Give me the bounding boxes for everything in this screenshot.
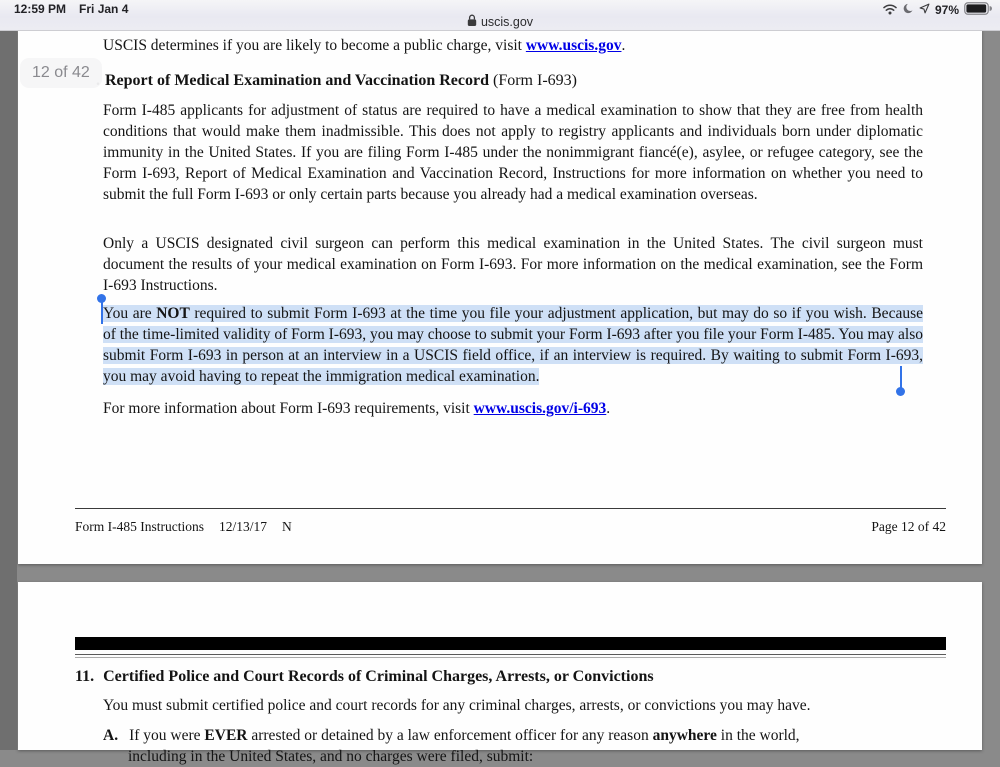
section-heading-form-i693: [96, 70, 577, 91]
footer-edition: N: [282, 519, 292, 534]
page-left-shadow: [0, 30, 17, 750]
status-time: 12:59 PM: [14, 2, 67, 16]
paragraph-2: Only a USCIS designated civil surgeon can perform this medical examination in the United States. The civil surgeon must document the results of your medical examination on Form I-693. For more information on the medical examination, see the Form I-693 Instructions.: [103, 235, 923, 294]
uscis-gov-link[interactable]: www.uscis.gov: [525, 37, 622, 54]
address-bar[interactable]: [0, 13, 1000, 30]
intro-text: USCIS determines if you are likely to become a public charge, visit: [103, 37, 526, 54]
more-info-text: For more information about Form I-693 requirements, visit: [103, 400, 474, 417]
page-indicator-label: 12 of 42: [32, 64, 90, 81]
selected-pre: You are: [103, 305, 157, 322]
item-a-letter: A.: [103, 727, 119, 744]
safari-toolbar[interactable]: [0, 0, 1000, 31]
item-a-clipped-line: including in the United States, and no charges were filed, submit:: [128, 748, 534, 765]
intro-line: [103, 35, 923, 56]
footer-form-name: Form I-485 Instructions: [75, 519, 204, 534]
heading-normal-text: (Form I-693): [489, 72, 577, 89]
battery-percent-label: 97%: [934, 3, 959, 17]
item-a-pre: If you were: [129, 727, 205, 744]
paragraph-police-records: You must submit certified police and court records for any criminal charges, arrests, or convictions you may have.: [103, 697, 811, 714]
pdf-page-13: [18, 582, 982, 765]
section-divider-line: [75, 654, 946, 658]
more-info-after: .: [606, 400, 611, 417]
item-a-bold-ever: EVER: [204, 727, 248, 744]
page-indicator-pill: [20, 58, 102, 88]
selected-text[interactable]: [103, 303, 923, 387]
paragraph-1: Form I-485 applicants for adjustment of status are required to have a medical examination to show that they are free from health conditions that would make them inadmissible. This does not apply to registry applicants and individuals born under diplomatic immunity in the United States. If you are filing Form I-485 under the nonimmigrant fiancé(e), asylee, or refugee category, see the Form I-693, Report of Medical Examination and Vaccination Record, Instructions for more information on whether you need to submit the full Form I-693 or only certain parts because you already had a medical examination overseas.: [103, 102, 923, 203]
selection-start-caret[interactable]: [101, 302, 103, 324]
page-footer: [75, 516, 946, 537]
footer-left: [75, 516, 307, 537]
heading-bold-text: Report of Medical Examination and Vaccination Record: [105, 72, 489, 89]
item-a-line: [103, 725, 923, 746]
heading-11-number: 11.: [75, 668, 95, 685]
more-info-line: [103, 398, 923, 419]
item-a-mid: arrested or detained by a law enforcement officer for any reason: [247, 727, 653, 744]
selection-end-handle[interactable]: [896, 387, 905, 396]
uscis-gov-i693-link[interactable]: www.uscis.gov/i-693: [473, 400, 607, 417]
item-a-post: in the world,: [716, 727, 800, 744]
footer-date: 12/13/17: [219, 519, 268, 534]
section-heading-11: [75, 666, 654, 687]
address-bar-domain[interactable]: uscis.gov: [480, 14, 534, 29]
heading-11-title: Certified Police and Court Records of Criminal Charges, Arrests, or Convictions: [103, 668, 654, 685]
intro-after: .: [621, 37, 626, 54]
selection-end-caret[interactable]: [900, 366, 902, 388]
pdf-page-12: [18, 30, 982, 564]
selected-post: required to submit Form I-693 at the time you file your adjustment application, but may do so if you wish. Because of the time-limited validity of Form I-693, you may choose to submit your Form I-693 after you file your Form I-485. You may also submit Form I-693 in person at an interview in a USCIS field office, if an interview is required. By waiting to submit Form I-693, you may avoid having to repeat the immigration medical examination.: [103, 305, 923, 385]
selected-bold-not: NOT: [156, 305, 190, 322]
footer-rule: [75, 508, 946, 509]
item-a-bold-anywhere: anywhere: [652, 727, 717, 744]
section-divider-bar: [75, 637, 946, 650]
lock-icon: [467, 14, 477, 30]
status-date: Fri Jan 4: [79, 2, 129, 16]
footer-page-number: Page 12 of 42: [871, 519, 946, 534]
